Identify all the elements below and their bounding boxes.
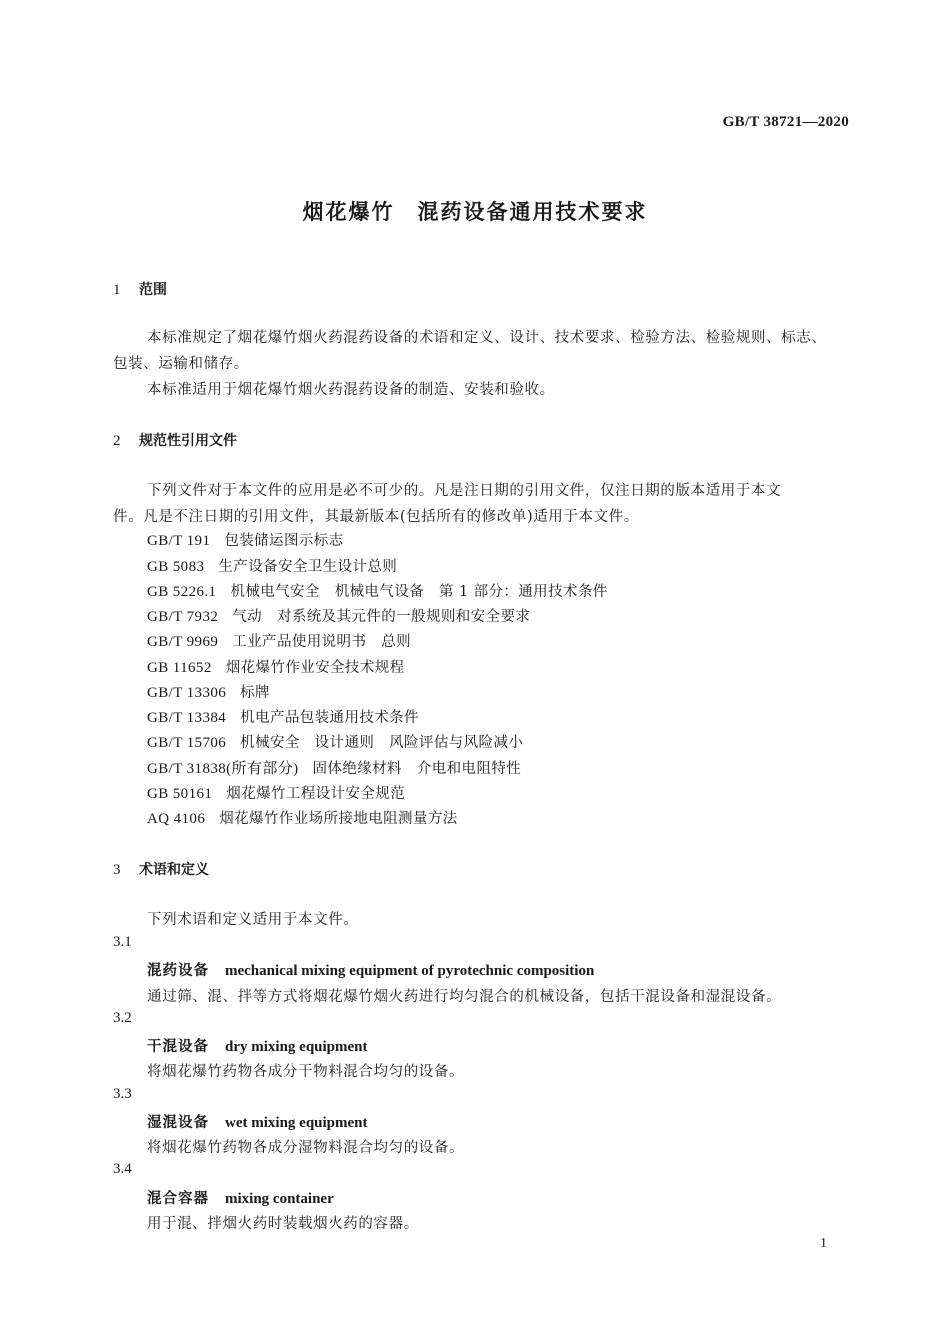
section-title: 范围 xyxy=(139,282,167,298)
reference-code: GB 50161 xyxy=(147,786,213,802)
term-en: mechanical mixing equipment of pyrotechnic composition xyxy=(225,963,595,979)
page-title: 烟花爆竹 混药设备通用技术要求 xyxy=(302,200,648,224)
term-number: 3.4 xyxy=(113,1161,132,1177)
reference-title: 烟花爆竹工程设计安全规范 xyxy=(226,786,406,802)
reference-title: 标牌 xyxy=(240,685,270,701)
reference-item xyxy=(147,656,405,677)
section-title: 规范性引用文件 xyxy=(139,433,237,449)
term-number: 3.2 xyxy=(113,1010,132,1026)
standard-code: GB/T 38721—2020 xyxy=(722,114,849,130)
term-definition: 将烟花爆竹药物各成分湿物料混合均匀的设备。 xyxy=(147,1140,465,1156)
page-number: 1 xyxy=(820,1236,827,1251)
reference-code: GB/T 13384 xyxy=(147,710,227,726)
reference-code: GB/T 7932 xyxy=(147,609,219,625)
section-number: 1 xyxy=(113,282,121,298)
reference-code: GB 5083 xyxy=(147,559,205,575)
reference-title: 工业产品使用说明书 总则 xyxy=(232,634,412,650)
reference-code: GB 11652 xyxy=(147,660,212,676)
section-title: 术语和定义 xyxy=(139,862,209,878)
term-heading xyxy=(147,1035,368,1056)
reference-code: GB/T 9969 xyxy=(147,634,219,650)
term-number: 3.1 xyxy=(113,934,132,950)
reference-title: 机械电气安全 机械电气设备 第 1 部分：通用技术条件 xyxy=(230,584,608,600)
reference-code: GB/T 31838(所有部分) xyxy=(147,761,299,777)
reference-title: 机械安全 设计通则 风险评估与风险减小 xyxy=(240,735,524,751)
term-heading xyxy=(147,1111,368,1132)
term-zh: 混合容器 xyxy=(147,1191,209,1207)
term-definition: 将烟花爆竹药物各成分干物料混合均匀的设备。 xyxy=(147,1064,465,1080)
reference-item xyxy=(147,605,530,626)
paragraph-continuation: 包装、运输和储存。 xyxy=(113,356,249,372)
reference-title: 烟花爆竹作业安全技术规程 xyxy=(225,660,405,676)
section-heading-scope xyxy=(113,279,167,299)
reference-item xyxy=(147,529,344,550)
term-zh: 混药设备 xyxy=(147,963,209,979)
term-definition: 用于混、拌烟火药时装载烟火药的容器。 xyxy=(147,1216,419,1232)
term-zh: 湿混设备 xyxy=(147,1115,209,1131)
reference-code: GB/T 15706 xyxy=(147,735,227,751)
term-en: mixing container xyxy=(225,1191,334,1207)
term-number: 3.3 xyxy=(113,1086,132,1102)
reference-title: 机电产品包装通用技术条件 xyxy=(240,710,419,726)
reference-item xyxy=(147,706,419,727)
term-heading xyxy=(147,1187,334,1208)
reference-code: AQ 4106 xyxy=(147,811,206,827)
term-zh: 干混设备 xyxy=(147,1039,209,1055)
paragraph-continuation: 件。凡是不注日期的引用文件，其最新版本(包括所有的修改单)适用于本文件。 xyxy=(113,509,639,525)
reference-item xyxy=(147,782,405,803)
section-heading-terms xyxy=(113,859,209,879)
term-en: dry mixing equipment xyxy=(225,1039,368,1055)
reference-item xyxy=(147,630,411,651)
reference-item xyxy=(147,681,270,702)
reference-code: GB 5226.1 xyxy=(147,584,217,600)
reference-title: 气动 对系统及其元件的一般规则和安全要求 xyxy=(232,609,531,625)
reference-title: 烟花爆竹作业场所接地电阻测量方法 xyxy=(219,811,458,827)
section-number: 3 xyxy=(113,862,121,878)
paragraph: 本标准适用于烟花爆竹烟火药混药设备的制造、安装和验收。 xyxy=(147,382,555,398)
section-number: 2 xyxy=(113,433,121,449)
paragraph: 下列术语和定义适用于本文件。 xyxy=(147,912,359,928)
reference-item xyxy=(147,807,458,828)
reference-title: 生产设备安全卫生设计总则 xyxy=(218,559,398,575)
reference-item xyxy=(147,580,608,601)
term-en: wet mixing equipment xyxy=(225,1115,368,1131)
reference-item xyxy=(147,731,523,752)
reference-title: 固体绝缘材料 介电和电阻特性 xyxy=(312,761,522,777)
reference-title: 包装储运图示标志 xyxy=(224,533,344,549)
reference-code: GB/T 13306 xyxy=(147,685,227,701)
term-heading xyxy=(147,959,594,980)
paragraph: 本标准规定了烟花爆竹烟火药混药设备的术语和定义、设计、技术要求、检验方法、检验规则、标志、 xyxy=(147,330,827,346)
reference-item xyxy=(147,757,521,778)
reference-item xyxy=(147,555,397,576)
reference-code: GB/T 191 xyxy=(147,533,211,549)
paragraph: 下列文件对于本文件的应用是必不可少的。凡是注日期的引用文件，仅注日期的版本适用于本文 xyxy=(147,483,782,499)
term-definition: 通过筛、混、拌等方式将烟花爆竹烟火药进行均匀混合的机械设备，包括干混设备和湿混设备。 xyxy=(147,989,782,1005)
section-heading-normative-references xyxy=(113,430,237,450)
